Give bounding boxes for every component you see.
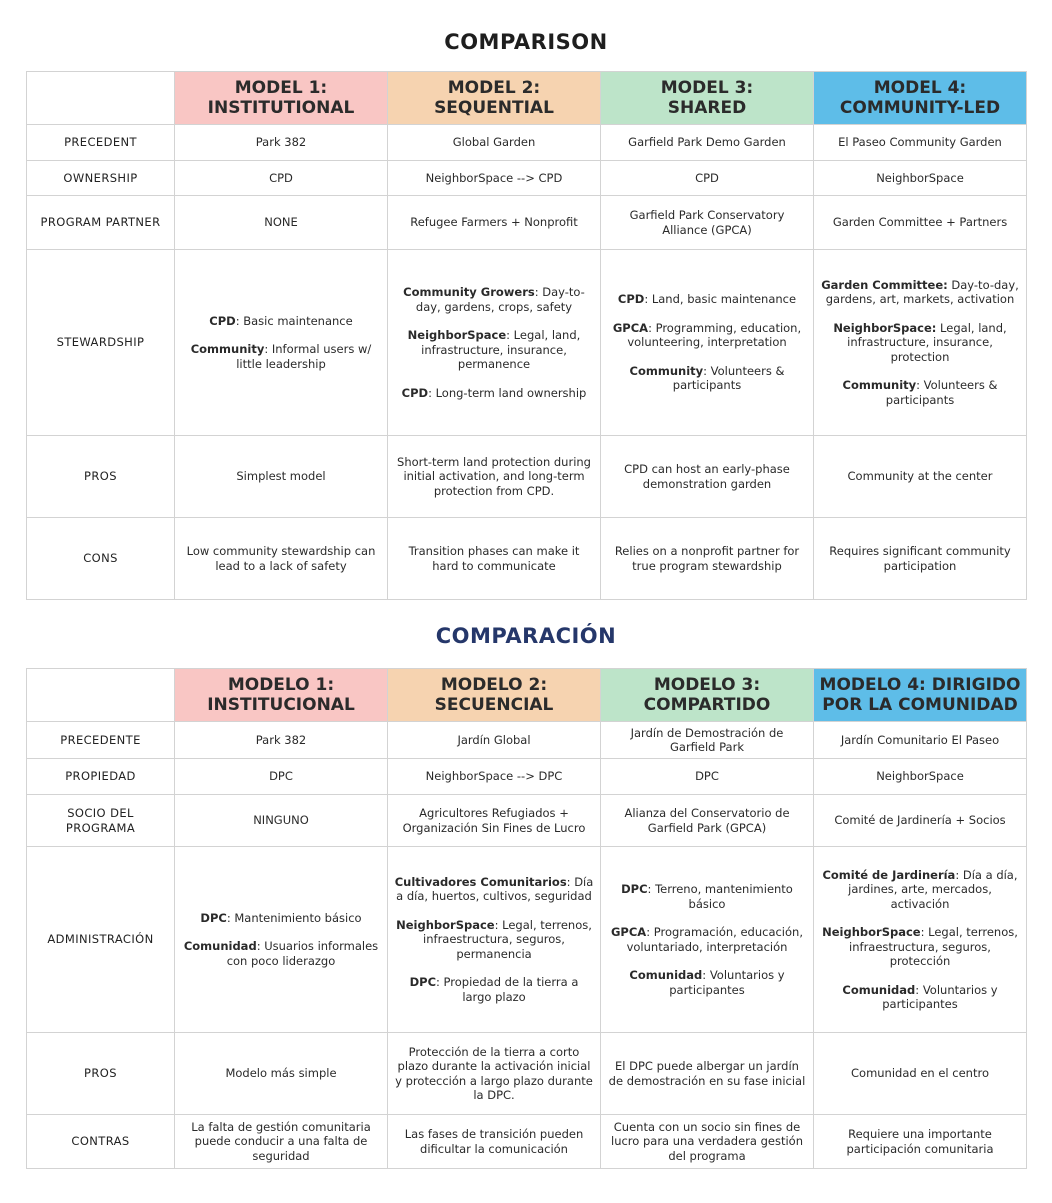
stewardship-role: CPD	[401, 385, 429, 400]
text-line: MODELO 3:	[653, 675, 761, 695]
row-pros	[27, 436, 1027, 518]
stewardship-duties: : Land, basic maintenance	[644, 292, 797, 307]
row-pros	[27, 1033, 1027, 1115]
modelo-3-header	[601, 669, 814, 722]
cell: NINGUNO	[175, 795, 388, 847]
stewardship-role: Garden Committee:	[821, 277, 948, 292]
cell: Comité de Jardinería + Socios	[814, 795, 1027, 847]
stewardship-role: DPC	[621, 882, 648, 896]
text-line: INSTITUTIONAL	[207, 98, 355, 118]
stewardship-entry	[820, 321, 1020, 365]
stewardship-entry	[181, 911, 381, 926]
text-line: MODELO 2:	[440, 675, 548, 695]
cell: Transition phases can make it hard to communicate	[388, 518, 601, 600]
stewardship-role: Comunidad	[629, 968, 703, 982]
stewardship-role: Comunidad	[842, 982, 916, 997]
stewardship-role: Community Growers	[403, 285, 535, 299]
stewardship-duties: Legal, land, infrastructure, insurance, protection	[847, 320, 1007, 364]
row-label: PROGRAM PARTNER	[27, 196, 175, 250]
row-cons	[27, 518, 1027, 600]
comparison-title-es: COMPARACIÓN	[435, 624, 617, 648]
stewardship-cell-m1	[175, 250, 388, 436]
row-label: OWNERSHIP	[27, 161, 175, 196]
text-line: SECUENCIAL	[434, 695, 554, 715]
cell: CPD can host an early-phase demonstration garden	[601, 436, 814, 518]
stewardship-duties: : Informal users w/ little leadership	[236, 342, 372, 371]
modelo-4-header	[814, 669, 1027, 722]
cell: Community at the center	[814, 436, 1027, 518]
cell: NeighborSpace	[814, 161, 1027, 196]
row-ownership	[27, 161, 1027, 196]
text-line: MODELO 4: DIRIGIDO	[819, 675, 1021, 695]
text-line: INSTITUCIONAL	[207, 695, 355, 715]
row-label: PRECEDENT	[27, 125, 175, 161]
corner-cell	[27, 72, 175, 125]
cell: Cuenta con un socio sin fines de lucro para una verdadera gestión del programa	[601, 1115, 814, 1169]
text-line: POR LA COMUNIDAD	[822, 695, 1018, 715]
stewardship-entry	[607, 292, 807, 307]
stewardship-role: NeighborSpace	[822, 925, 921, 939]
stewardship-duties: : Long-term land ownership	[428, 385, 587, 400]
text-line: COMPARTIDO	[643, 695, 771, 715]
comparison-table-en	[26, 71, 1027, 600]
administracion-cell-m1	[175, 847, 388, 1033]
administracion-cell-m4	[814, 847, 1027, 1033]
cell: NONE	[175, 196, 388, 250]
stewardship-cell-m4	[814, 250, 1027, 436]
stewardship-role: GPCA	[612, 320, 649, 335]
cell: Low community stewardship can lead to a lack of safety	[175, 518, 388, 600]
row-label: PROPIEDAD	[27, 759, 175, 795]
row-label: CONS	[27, 518, 175, 600]
cell: Simplest model	[175, 436, 388, 518]
stewardship-duties: : Mantenimiento básico	[226, 910, 362, 925]
cell: La falta de gestión comunitaria puede conducir a una falta de seguridad	[175, 1115, 388, 1169]
text-line: SOCIO DEL	[67, 806, 134, 820]
stewardship-entry	[820, 868, 1020, 912]
stewardship-role: CPD	[617, 292, 645, 307]
stewardship-duties: : Voluntarios y participantes	[882, 982, 998, 1011]
stewardship-cell-m3	[601, 250, 814, 436]
cell: Protección de la tierra a corto plazo durante la activación inicial y protección a largo plazo durante la DPC.	[388, 1033, 601, 1115]
cell: Global Garden	[388, 125, 601, 161]
row-label: PRECEDENTE	[27, 722, 175, 759]
cell: Agricultores Refugiados + Organización Sin Fines de Lucro	[388, 795, 601, 847]
text-line: MODELO 1:	[227, 675, 335, 695]
model-4-header	[814, 72, 1027, 125]
stewardship-duties: : Programming, education, volunteering, interpretation	[627, 320, 802, 350]
stewardship-duties: : Volunteers & participants	[885, 378, 998, 407]
stewardship-duties: : Day-to-day, gardens, crops, safety	[415, 285, 585, 314]
stewardship-entry	[820, 378, 1020, 407]
stewardship-entry	[394, 328, 594, 372]
stewardship-duties: : Programación, educación, voluntariado, interpretación	[626, 925, 803, 954]
model-1-header	[175, 72, 388, 125]
cell: Requires significant community participation	[814, 518, 1027, 600]
stewardship-duties: : Terreno, mantenimiento básico	[647, 882, 793, 911]
row-propiedad	[27, 759, 1027, 795]
stewardship-duties: : Legal, terrenos, infraestructura, seguros, protección	[849, 925, 1018, 968]
administracion-cell-m3	[601, 847, 814, 1033]
stewardship-role: Community	[190, 342, 265, 357]
text-line: SHARED	[667, 98, 747, 118]
stewardship-duties: : Voluntarios y participantes	[669, 968, 785, 997]
cell: El DPC puede albergar un jardín de demostración en su fase inicial	[601, 1033, 814, 1115]
cell: Refugee Farmers + Nonprofit	[388, 196, 601, 250]
model-2-header	[388, 72, 601, 125]
stewardship-entry	[607, 968, 807, 997]
stewardship-duties: : Legal, land, infrastructure, insurance, permanence	[421, 328, 581, 371]
row-label: PROS	[27, 1033, 175, 1115]
stewardship-duties: : Usuarios informales con poco liderazgo	[226, 939, 379, 968]
stewardship-entry	[394, 285, 594, 314]
stewardship-role: Community	[842, 378, 917, 393]
stewardship-entry	[394, 386, 594, 401]
stewardship-duties: : Día a día, jardines, arte, mercados, activación	[848, 867, 1018, 911]
cell: Short-term land protection during initial activation, and long-term protection from CPD.	[388, 436, 601, 518]
cell: NeighborSpace	[814, 759, 1027, 795]
stewardship-entry	[394, 975, 594, 1004]
text-line: MODEL 2:	[447, 78, 541, 98]
stewardship-role: GPCA	[610, 925, 647, 939]
cell: Garden Committee + Partners	[814, 196, 1027, 250]
cell: Garfield Park Demo Garden	[601, 125, 814, 161]
cell: Alianza del Conservatorio de Garfield Park (GPCA)	[601, 795, 814, 847]
cell: Jardín de Demostración de Garfield Park	[601, 722, 814, 759]
stewardship-entry	[820, 983, 1020, 1012]
cell: DPC	[175, 759, 388, 795]
row-precedent	[27, 125, 1027, 161]
cell: Jardín Global	[388, 722, 601, 759]
stewardship-role: Comité de Jardinería	[822, 867, 956, 882]
stewardship-role: CPD	[209, 313, 236, 328]
modelo-2-header	[388, 669, 601, 722]
stewardship-role: DPC	[409, 975, 437, 990]
cell: Comunidad en el centro	[814, 1033, 1027, 1115]
stewardship-role: Cultivadores Comunitarios	[394, 874, 567, 889]
corner-cell	[27, 669, 175, 722]
cell: Modelo más simple	[175, 1033, 388, 1115]
stewardship-entry	[607, 882, 807, 911]
row-program-partner	[27, 196, 1027, 250]
cell: CPD	[175, 161, 388, 196]
stewardship-entry	[394, 875, 594, 904]
cell: Park 382	[175, 722, 388, 759]
cell: Las fases de transición pueden dificultar la comunicación	[388, 1115, 601, 1169]
text-line: PROGRAMA	[65, 820, 136, 835]
modelo-1-header	[175, 669, 388, 722]
cell: Jardín Comunitario El Paseo	[814, 722, 1027, 759]
stewardship-role: NeighborSpace:	[833, 320, 937, 335]
cell: Requiere una importante participación comunitaria	[814, 1115, 1027, 1169]
cell: NeighborSpace --> DPC	[388, 759, 601, 795]
cell: Relies on a nonprofit partner for true program stewardship	[601, 518, 814, 600]
row-contras	[27, 1115, 1027, 1169]
administracion-cell-m2	[388, 847, 601, 1033]
row-label: STEWARDSHIP	[27, 250, 175, 436]
stewardship-entry	[181, 939, 381, 968]
model-3-header	[601, 72, 814, 125]
cell: El Paseo Community Garden	[814, 125, 1027, 161]
row-administracion	[27, 847, 1027, 1033]
row-label: CONTRAS	[27, 1115, 175, 1169]
row-label	[27, 795, 175, 847]
stewardship-role: DPC	[200, 910, 227, 925]
stewardship-entry	[394, 918, 594, 962]
cell: Garfield Park Conservatory Alliance (GPCA)	[601, 196, 814, 250]
row-stewardship	[27, 250, 1027, 436]
text-line: MODEL 3:	[660, 78, 754, 98]
row-precedente	[27, 722, 1027, 759]
cell: NeighborSpace --> CPD	[388, 161, 601, 196]
stewardship-role: Community	[629, 363, 704, 378]
row-label: ADMINISTRACIÓN	[27, 847, 175, 1033]
stewardship-role: Comunidad	[183, 939, 257, 954]
stewardship-entry	[607, 321, 807, 350]
stewardship-duties: Day-to-day, gardens, art, markets, activation	[825, 277, 1019, 307]
stewardship-duties: : Día a día, huertos, cultivos, seguridad	[396, 874, 594, 904]
stewardship-entry	[820, 925, 1020, 969]
stewardship-duties: : Basic maintenance	[235, 313, 353, 328]
stewardship-role: NeighborSpace	[396, 917, 495, 932]
comparison-title-en: COMPARISON	[444, 30, 608, 54]
text-line: MODEL 4:	[873, 78, 967, 98]
stewardship-entry	[181, 314, 381, 329]
cell: DPC	[601, 759, 814, 795]
stewardship-entry	[181, 342, 381, 371]
stewardship-entry	[607, 925, 807, 954]
text-line: SEQUENTIAL	[434, 98, 554, 118]
stewardship-entry	[607, 364, 807, 393]
stewardship-duties: : Volunteers & participants	[672, 363, 785, 393]
cell: Park 382	[175, 125, 388, 161]
cell: CPD	[601, 161, 814, 196]
stewardship-duties: : Legal, terrenos, infraestructura, seguros, permanencia	[423, 917, 592, 961]
stewardship-duties: : Propiedad de la tierra a largo plazo	[436, 975, 579, 1004]
comparison-table-es	[26, 668, 1027, 1169]
stewardship-cell-m2	[388, 250, 601, 436]
row-label: PROS	[27, 436, 175, 518]
text-line: COMMUNITY-LED	[839, 98, 1001, 118]
stewardship-role: NeighborSpace	[407, 328, 507, 342]
stewardship-entry	[820, 278, 1020, 307]
text-line: MODEL 1:	[234, 78, 328, 98]
row-socio-del-programa	[27, 795, 1027, 847]
